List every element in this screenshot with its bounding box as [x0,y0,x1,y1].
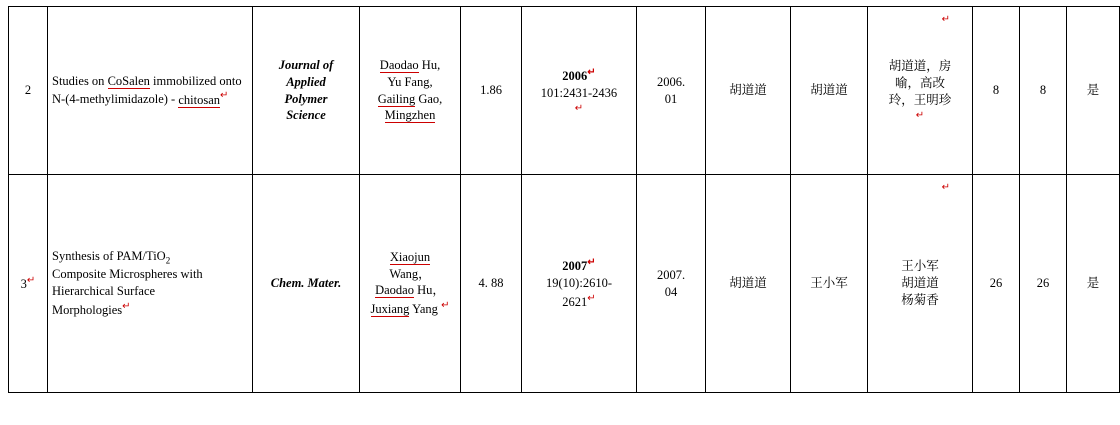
cell-authors [360,175,461,393]
author-line-1: Xiaojun [389,249,431,264]
date-year: 2006. [656,74,686,89]
cell-date [637,175,706,393]
title-text: Studies on CoSalen immobilized onto N-(4-methylimidazole) - chitosan [52,73,242,107]
paragraph-mark: ↵ [915,110,925,122]
cell-num2: 8 [1020,7,1067,175]
table-row [9,7,1120,175]
cell-person3 [868,7,973,175]
volume-year: 2006↵ [562,66,596,83]
cell-index: 3↵ [9,175,48,393]
volume-pages: 101:2431-2436 [540,85,618,100]
author-line-2: Yu Fang, [387,74,433,89]
cell-index: 2 [9,7,48,175]
title-line-1: Synthesis of PAM/TiO$_2$ [52,248,171,266]
cell-date [637,7,706,175]
publication-table [8,6,1120,393]
cell-person2: 王小军 [791,175,868,393]
title-line-4: Morphologies↵ [52,301,131,318]
cell-authors [360,7,461,175]
title-line-2: Composite Microspheres with [52,267,203,282]
date-month: 01 [664,91,678,106]
person3-line-1: 胡道道，房 [888,59,952,74]
cell-title [48,7,253,175]
paragraph-mark: ↵ [574,102,584,114]
author-line-4: Juxiang Yang ↵ [370,300,450,317]
cell-num1: 8 [973,7,1020,175]
cell-person3 [868,175,973,393]
paragraph-mark-mid: ↵ [941,182,950,193]
cell-person1: 胡道道 [706,175,791,393]
person3-line-2: 喻，高改 [894,76,945,91]
author-line-2: Wang， [389,266,431,281]
cell-person2: 胡道道 [791,7,868,175]
author-line-4: Mingzhen [384,108,436,123]
cell-volume [522,175,637,393]
person3-line-2: 胡道道 [901,276,939,291]
volume-pages-1: 19(10):2610- [546,276,612,291]
paragraph-mark: ↵ [220,90,229,102]
journal-line-2: Applied [286,74,326,89]
cell-impact-factor: 1.86 [461,7,522,175]
author-line-1: Daodao Hu, [379,57,441,72]
term-chitosan: chitosan [178,92,221,107]
cell-volume [522,7,637,175]
person3-line-3: 玲，王明珍 [888,93,952,108]
date-year: 2007. [656,267,686,282]
cell-journal [253,7,360,175]
person3-line-3: 杨菊香 [901,292,939,307]
cell-journal: Chem. Mater. [253,175,360,393]
volume-pages-2: 2621↵ [562,292,596,310]
cell-num1: 26 [973,175,1020,393]
journal-line-3: Polymer [284,91,328,106]
table-row [9,175,1120,393]
author-line-3: Daodao Hu， [375,283,445,298]
term-cosalen: CoSalen [107,73,150,88]
cell-flag: 是 [1067,7,1120,175]
journal-line-1: Journal of [278,57,334,72]
document-page [0,6,1100,425]
date-month: 04 [664,284,678,299]
cell-flag: 是 [1067,175,1120,393]
cell-person1: 胡道道 [706,7,791,175]
paragraph-mark-top: ↵ [941,14,950,25]
cell-num2: 26 [1020,175,1067,393]
author-line-3: Gailing Gao, [377,91,443,106]
person3-line-1: 王小军 [901,259,939,274]
title-line-3: Hierarchical Surface [52,284,156,299]
journal-line-4: Science [286,108,326,123]
cell-impact-factor: 4. 88 [461,175,522,393]
volume-year: 2007↵ [562,257,596,274]
cell-title [48,175,253,393]
